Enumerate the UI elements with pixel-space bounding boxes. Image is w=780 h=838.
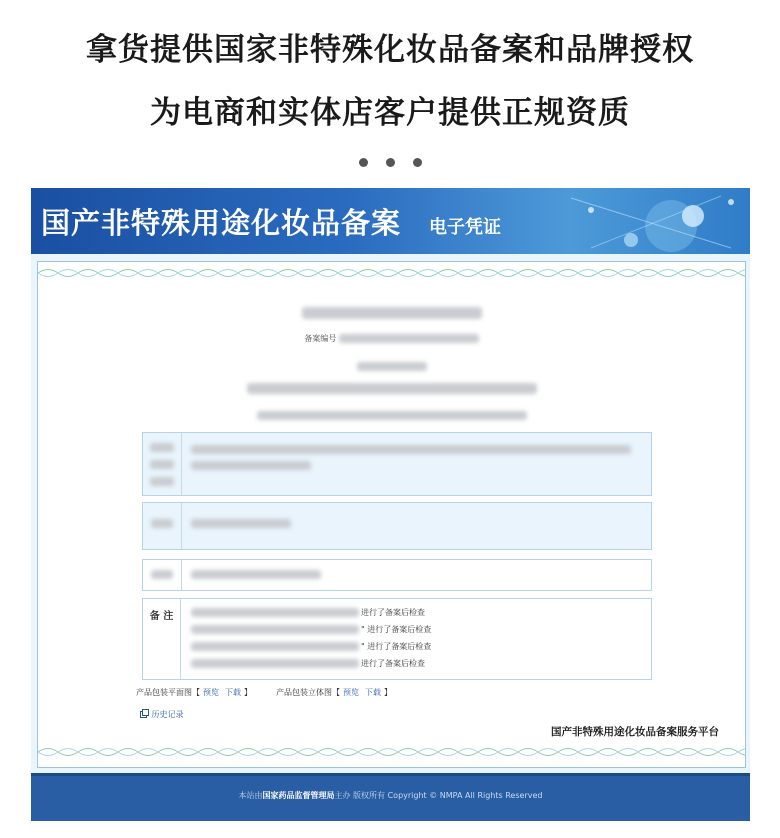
headline-line-2: 为电商和实体店客户提供正规资质 (150, 95, 630, 131)
guilloche-border-top (38, 266, 745, 280)
solid-preview-link[interactable]: 预览 (343, 688, 359, 697)
flat-preview-link[interactable]: 预览 (203, 688, 219, 697)
ingredients-label-blurred (143, 503, 182, 549)
scope-panel (142, 559, 652, 591)
producer-label-blurred (143, 433, 182, 495)
platform-name: 国产非特殊用途化妆品备案服务平台 (551, 726, 719, 738)
remarks-label: 备 注 (143, 599, 181, 679)
guilloche-border-bottom (38, 745, 745, 759)
dot (413, 158, 422, 167)
certificate-paper (37, 261, 746, 768)
address-blurred (38, 405, 745, 424)
certificate-banner (31, 188, 750, 254)
remark-line: " 进行了备案后检查 (191, 624, 431, 635)
scope-info-blurred (191, 570, 321, 579)
pagination-dots (0, 152, 780, 171)
remark-line: 进行了备案后检查 (191, 658, 425, 669)
manufacturer-blurred (38, 379, 745, 398)
solid-download-link[interactable]: 下载 (365, 688, 381, 697)
producer-info-blurred-2 (191, 461, 311, 470)
headline-line-1: 拿货提供国家非特殊化妆品备案和品牌授权 (86, 32, 694, 68)
banner-title: 国产非特殊用途化妆品备案 (41, 206, 402, 240)
product-name-blurred (38, 304, 745, 323)
producer-info-blurred (191, 445, 631, 454)
footer-copyright: 本站由国家药品监督管理局主办 版权所有 Copyright © NMPA All Rights Reserved (238, 791, 543, 800)
dot (386, 158, 395, 167)
ingredients-panel (142, 502, 652, 550)
remark-line: 进行了备案后检查 (191, 607, 425, 618)
solid-package-row: 产品包装立体图【 预览 下载 】 (276, 688, 392, 697)
site-footer (31, 773, 750, 821)
record-no-row (38, 333, 745, 344)
remarks-panel (142, 598, 652, 680)
dot (359, 158, 368, 167)
history-link[interactable]: 历史记录 (140, 709, 184, 720)
flat-download-link[interactable]: 下载 (225, 688, 241, 697)
flat-package-row: 产品包装平面图【 预览 下载 】 (136, 688, 252, 697)
certificate-screenshot (31, 188, 750, 818)
remark-line: " 进行了备案后检查 (191, 641, 431, 652)
ingredients-info-blurred (191, 519, 291, 528)
producer-panel (142, 432, 652, 496)
history-icon (140, 709, 149, 718)
banner-subtitle: 电子凭证 (429, 217, 501, 238)
record-date-blurred (38, 356, 745, 375)
scope-label-blurred (143, 560, 182, 590)
record-no-label: 备案编号 (304, 334, 337, 343)
